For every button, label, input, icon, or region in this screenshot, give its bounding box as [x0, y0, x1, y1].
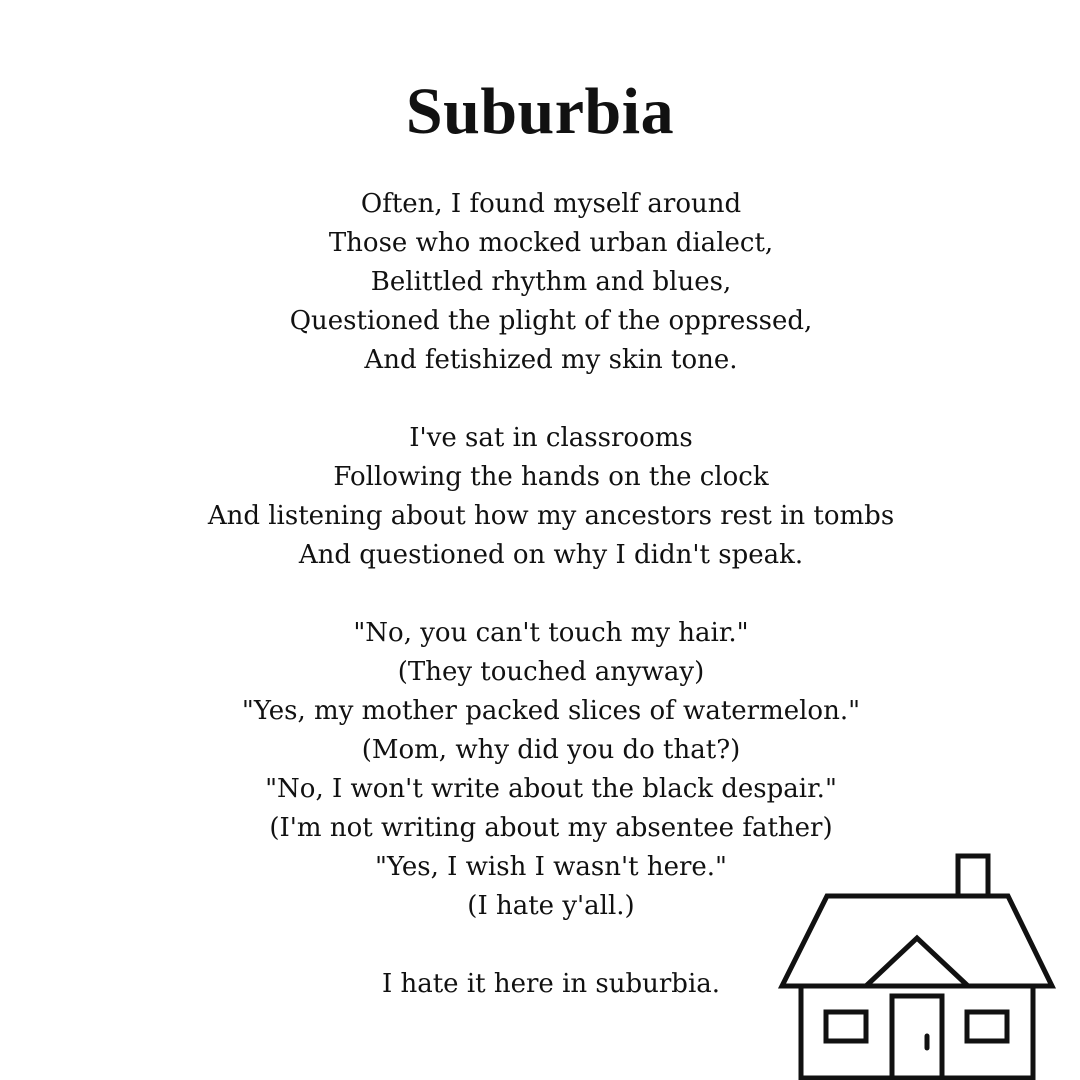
poem-line: And questioned on why I didn't speak.: [298, 540, 804, 570]
house-chimney: [958, 856, 988, 896]
poem-line: Following the hands on the clock: [333, 462, 769, 492]
house-window-right: [967, 1012, 1007, 1041]
poem-line: I hate it here in suburbia.: [381, 969, 721, 999]
poem-line: "Yes, I wish I wasn't here.": [375, 852, 727, 882]
stanza-break: [180, 380, 922, 419]
poem-line: Often, I found myself around: [360, 189, 742, 219]
poem-line: Those who mocked urban dialect,: [328, 228, 774, 258]
poem-title: Suburbia: [405, 75, 675, 148]
poem-line: Questioned the plight of the oppressed,: [289, 306, 813, 336]
house-door: [892, 996, 942, 1078]
poem-line: Belittled rhythm and blues,: [370, 267, 732, 297]
poem-line: "Yes, my mother packed slices of watermelon.": [241, 696, 861, 726]
house-walls: [801, 986, 1033, 1078]
house-icon: [770, 850, 1070, 1080]
stanza-break: [180, 575, 922, 614]
poem-line: (Mom, why did you do that?): [361, 735, 741, 765]
house-window-left: [826, 1012, 866, 1041]
poem-line: (They touched anyway): [397, 657, 705, 687]
poem-line: "No, you can't touch my hair.": [353, 618, 749, 648]
poem-line: And listening about how my ancestors rest in tombs: [207, 501, 895, 531]
poem-line: (I'm not writing about my absentee father): [269, 813, 833, 843]
poem-line: "No, I won't write about the black despair.": [265, 774, 837, 804]
house-gable: [866, 938, 968, 986]
poem-line: And fetishized my skin tone.: [364, 345, 738, 375]
poem-line: (I hate y'all.): [467, 891, 635, 921]
poem-line: I've sat in classrooms: [409, 423, 693, 453]
